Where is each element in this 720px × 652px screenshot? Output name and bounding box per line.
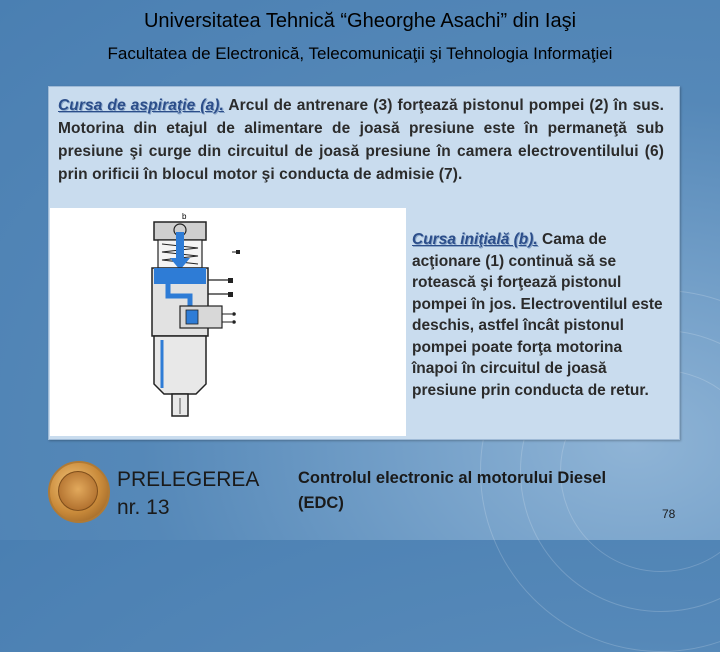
university-seal-logo	[48, 461, 110, 523]
course-title: Controlul electronic al motorului Diesel (EDC)	[298, 469, 607, 512]
term-intake-stroke: Cursa de aspiraţie (a).	[58, 97, 224, 114]
initial-stroke-text: Cama de acţionare (1) continuă să se rotească şi forţează pistonul pompei în jos. Electroventilul este deschis, astfel încât pistonul pompei poate forţa motorina înapoi în circuitul de joasă presiune prin conducta de retur.	[412, 231, 663, 399]
label-b: b	[182, 212, 187, 221]
unit-injector-illustration	[50, 208, 406, 436]
connector-point	[236, 250, 240, 254]
pump-diagram	[50, 208, 406, 436]
term-initial-stroke: Cursa iniţială (b).	[412, 231, 538, 248]
lecture-label	[117, 466, 259, 522]
arrow-shaft	[176, 232, 184, 260]
intake-stroke-text: Arcul de antrenare (3) forţează pistonul pompei (2) în sus. Motorina din etajul de alimentare de joasă presiune este în permaneţă sub presiune şi curge din circuitul de joasă presiune în camera electroventilului (6) prin orificii în blocul motor şi conducta de admisie (7).	[58, 97, 664, 183]
lecture-line-2: nr. 13	[117, 496, 170, 519]
seal-portrait	[58, 471, 98, 511]
connector-point	[232, 312, 236, 316]
paragraph-initial-stroke	[412, 229, 670, 401]
university-title: Universitatea Tehnică “Gheorghe Asachi” din Iaşi	[143, 10, 577, 32]
pump-chamber-fuel	[154, 268, 206, 284]
paragraph-intake-stroke	[58, 94, 664, 186]
connector-point	[232, 320, 236, 324]
connector-point	[228, 278, 233, 283]
lecture-line-1: PRELEGEREA	[117, 468, 260, 491]
valve-chamber	[186, 310, 198, 324]
page-number: 78	[662, 507, 676, 521]
connector-point	[228, 292, 233, 297]
faculty-title: Facultatea de Electronică, Telecomunicaţii şi Tehnologia Informaţiei	[107, 44, 613, 63]
